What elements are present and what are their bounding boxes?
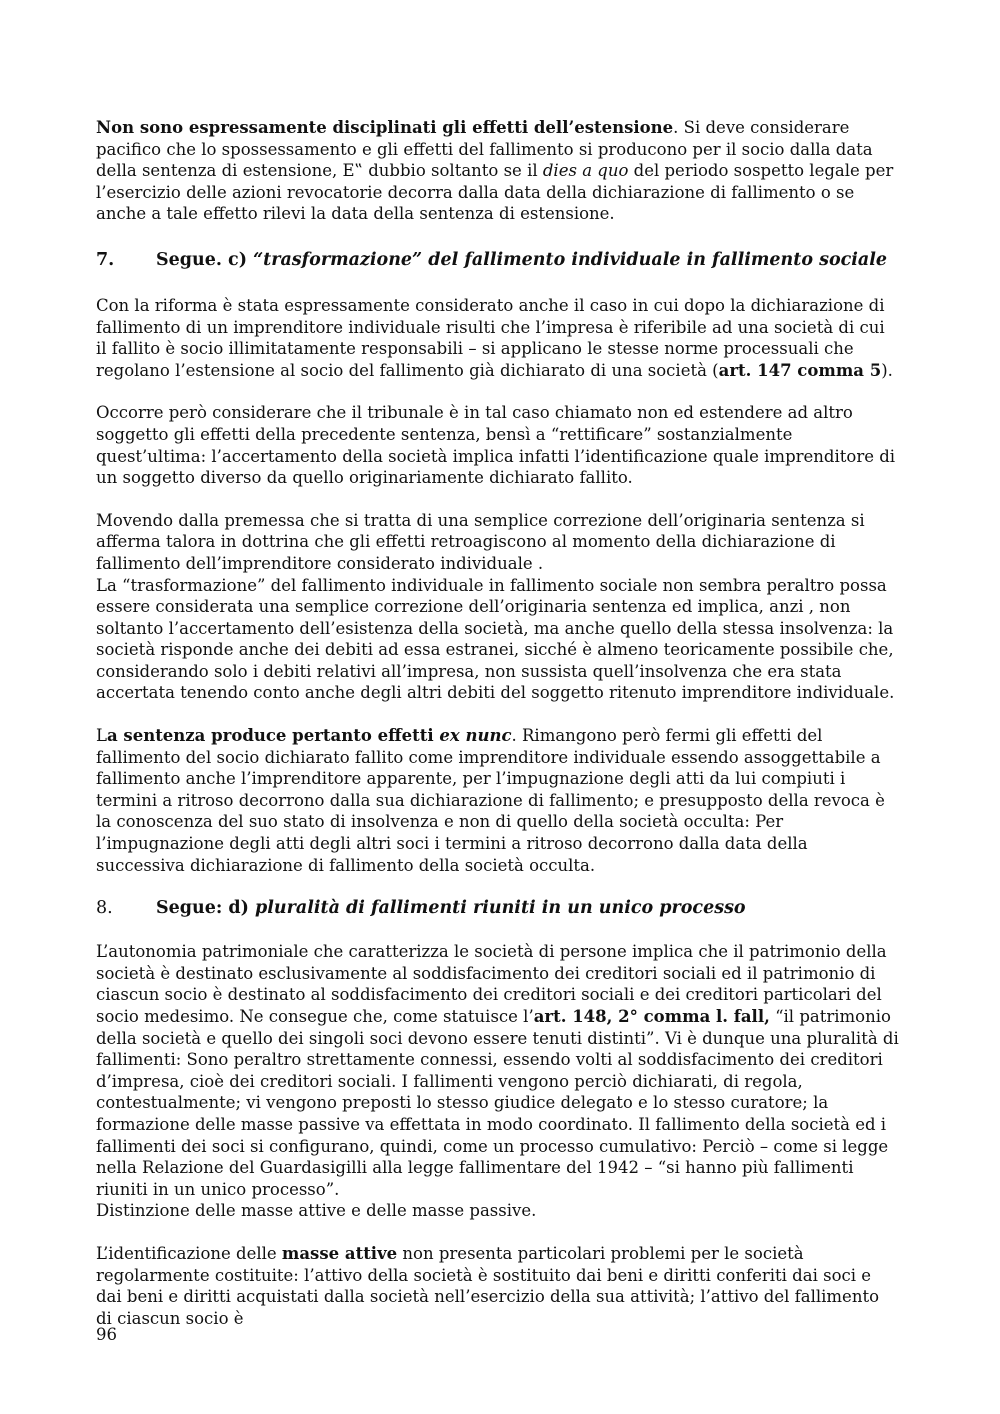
text: non presenta particolari problemi per le società regolarmente costituite: l’attivo della società è sostituito dai beni e diritti conferiti dai soci e dai beni e diritti acquistati dalla società nell’esercizio della sua attività; l’attivo del fallimento di ciascun socio è	[96, 1243, 880, 1328]
text: . Rimangono però fermi gli effetti del fallimento del socio dichiarato fallito come imprenditore individuale essendo assoggettabile a fallimento anche l’imprenditore apparente, per l’impugnazione degli atti da lui compiuti i termini a ritroso decorrono dalla sua dichiarazione di fallimento; e presupposto della revoca è la conoscenza del suo stato di insolvenza e non di quello della società occulta: Per l’impugnazione degli atti degli altri soci i termini a ritroso decorrono dalla data della successiva dichiarazione di fallimento della società occulta.	[96, 726, 885, 875]
text: L’autonomia patrimoniale che caratterizza le società di persone implica che il patrimonio della società è destinato esclusivamente al soddisfacimento dei creditori sociali ed il patrimonio di ciascun socio è destinato al soddisfacimento dei creditori sociali e dei creditori particolari del socio medesimo. Ne consegue che, come statuisce l’	[96, 942, 887, 1026]
paragraph-transformation: La “trasformazione” del fallimento individuale in fallimento sociale non sembra peraltro possa essere considerata una semplice correzione dell’originaria sentenza ed implica, anzi , non soltanto l’accertamento dell’esistenza della società, ma anche quello della stessa insolvenza: la società risponde anche dei debiti ad essa estranei, sicché è almeno teoricamente possibile che, considerando solo i debiti relativi all’impresa, non sussista quell’insolvenza che era stata accertata tenendo conto anche degli altri debiti del soggetto ritenuto imprenditore individuale.	[96, 575, 895, 703]
paragraph-effects-extension	[96, 117, 900, 225]
bold-text: Non sono espressamente disciplinati gli effetti dell’estensione	[96, 118, 674, 137]
text: . Si deve considerare pacifico che lo spossessamento e gli effetti del fallimento si producono per il socio dalla data della sentenza di estensione, E‟ dubbio soltanto se il	[96, 118, 873, 181]
paragraph-distinction: Distinzione delle masse attive e delle masse passive.	[96, 1201, 537, 1221]
page-number: 96	[96, 1325, 117, 1344]
document-page	[96, 117, 900, 1350]
section-title	[156, 897, 746, 919]
text: del periodo sospetto legale per l’esercizio delle azioni revocatorie decorra dalla data della dichiarazione di fallimento o se anche a tale effetto rilevi la data della sentenza di estensione.	[96, 161, 894, 224]
bold-text: art. 147 comma 5	[718, 360, 882, 380]
section-heading-8	[96, 897, 900, 919]
paragraph-premise: Movendo dalla premessa che si tratta di una semplice correzione dell’originaria sentenza si afferma talora in dottrina che gli effetti retroagiscono al momento della dichiarazione di fallimento dell’imprenditore considerato individuale .	[96, 510, 865, 573]
italic-text: ex nunc	[439, 726, 512, 746]
text: ).	[881, 360, 893, 380]
bold-italic-text	[439, 726, 511, 745]
section-heading-7	[96, 249, 900, 271]
text: Con la riforma è stata espressamente considerato anche il caso in cui dopo la dichiarazione di fallimento di un imprenditore individuale risulti che l’impresa è riferibile ad una società di cui il fallito è socio illimitatamente responsabili – si applicano le stesse norme processuali che regolano l’estensione al socio del fallimento già dichiarato di una società (	[96, 295, 885, 380]
text: L’identificazione delle	[96, 1243, 282, 1263]
bold-text: masse attive	[281, 1243, 398, 1263]
paragraph-reform	[96, 295, 900, 381]
paragraph-ex-nunc	[96, 725, 900, 876]
section-title-bold: Segue. c)	[156, 249, 254, 270]
paragraph-active-masses	[96, 1243, 900, 1329]
paragraph-tribunal: Occorre però considerare che il tribunale è in tal caso chiamato non ed estendere ad altro soggetto gli effetti della precedente sentenza, bensì a “rettificare” sostanzialmente quest’ultima: l’accertamento della società implica infatti l’identificazione quale imprenditore di un soggetto diverso da quello originariamente dichiarato fallito.	[96, 403, 896, 488]
section-title-bold: Segue: d)	[156, 898, 256, 919]
italic-text: dies a quo	[542, 161, 629, 181]
section-title-italic: pluralità di fallimenti riuniti in un unico processo	[255, 898, 746, 919]
section-number: 7.	[96, 249, 115, 270]
bold-text: a sentenza produce pertanto effetti	[106, 726, 440, 746]
text: “il patrimonio della società e quello dei singoli soci devono essere tenuti distinti”. Vi è dunque una pluralità di fallimenti: Sono peraltro strettamente connessi, essendo volti al soddisfacimento dei creditori d’impresa, cioè dei creditori sociali. I fallimenti vengono perciò dichiarati, di regola, contestualmente; vi vengono preposti lo stesso giudice delegato e lo stesso curatore; la formazione delle masse passive va effettata in modo coordinato. Il fallimento della società ed i fallimenti dei soci si configurano, quindi, come un processo cumulativo: Perciò – come si legge nella Relazione del Guardasigilli alla legge fallimentare del 1942 – “si hanno più fallimenti riuniti in un unico processo”.	[96, 1007, 899, 1199]
section-title	[156, 249, 887, 271]
section-number: 8.	[96, 898, 113, 919]
bold-text: art. 148, 2° comma l. fall,	[533, 1007, 770, 1026]
section-title-italic: “trasformazione” del fallimento individuale in fallimento sociale	[253, 249, 888, 270]
text: L	[96, 726, 107, 746]
paragraph-autonomy	[96, 941, 900, 1200]
